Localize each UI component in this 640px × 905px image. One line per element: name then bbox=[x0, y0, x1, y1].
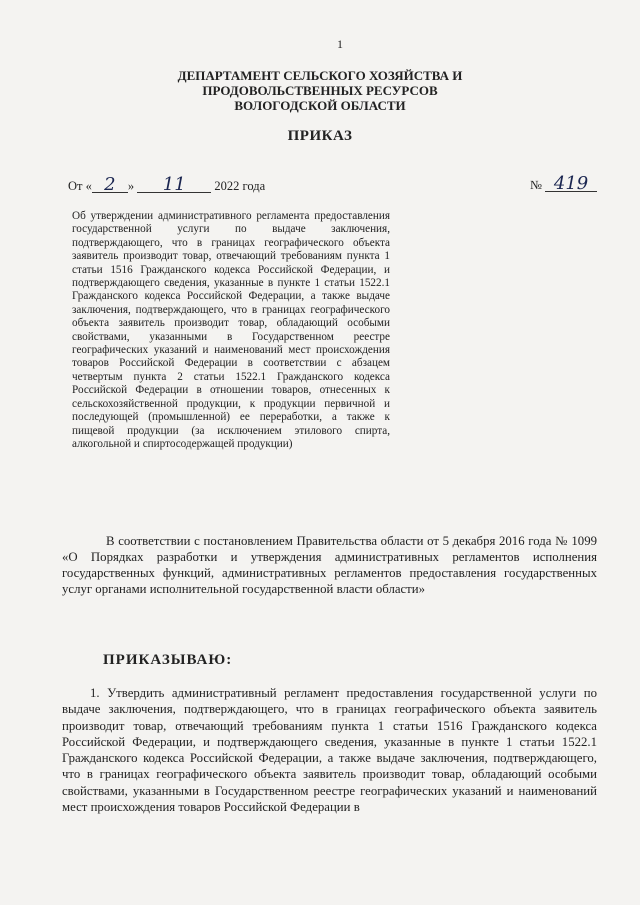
order-heading: ПРИКАЗЫВАЮ: bbox=[103, 652, 233, 668]
department-line-1: ДЕПАРТАМЕНТ СЕЛЬСКОГО ХОЗЯЙСТВА И bbox=[177, 68, 463, 83]
date-prefix: От « bbox=[68, 179, 92, 193]
order-item-1: 1. Утвердить административный регламент предоставления государственной услуги по выдаче заключения, подтверждающего, что в границах географического объекта заявитель производит товар, отвечающий требованиям пункта 1 статьи 1516 Гражданского кодекса Российской Федерации, и подтверждающего сведения, указанные в пункте 1 статьи 1522.1 Гражданского кодекса Российской Федерации, а также выдаче заключения, подтверждающего, что в границах географического объекта заявитель производит товар, обладающий особыми свойствами, указанными в Государственном реестре географических указаний и наименований мест происхождения товаров Российской Федерации в bbox=[62, 686, 597, 815]
department-line-3: ВОЛОГОДСКОЙ ОБЛАСТИ bbox=[234, 98, 406, 113]
document-title: ПРИКАЗ bbox=[287, 128, 353, 144]
number-value: 419 bbox=[545, 176, 597, 192]
order-number bbox=[530, 173, 597, 194]
date-line bbox=[68, 174, 266, 195]
department-line-2: ПРОДОВОЛЬСТВЕННЫХ РЕСУРСОВ bbox=[202, 83, 438, 98]
date-month: 11 bbox=[137, 177, 211, 193]
date-day: 2 bbox=[92, 177, 128, 193]
date-year: 2022 года bbox=[214, 179, 266, 193]
number-label: № bbox=[530, 178, 542, 192]
page-number: 1 bbox=[337, 37, 343, 51]
preamble-paragraph: В соответствии с постановлением Правительства области от 5 декабря 2016 года № 1099 «О Порядках разработки и утверждения административных регламентов исполнения государственных функций, административных регламентов предоставления государственных услуг органами исполнительной государственной власти области» bbox=[62, 534, 597, 596]
subject-block: Об утверждении административного регламента предоставления государственной услуги по выдаче заключения, подтверждающего, что в границах географического объекта заявитель производит товар, отвечающий требованиям пункта 1 статьи 1516 Гражданского кодекса Российской Федерации, и подтверждающего сведения, указанные в пункте 1 статьи 1522.1 Гражданского кодекса Российской Федерации, а также выдаче заключения, подтверждающего, что в границах географического объекта заявитель производит товар, обладающий особыми свойствами, указанными в Государственном реестре географических указаний и наименований мест происхождения товаров Российской Федерации в соответствии с абзацем четвертым пункта 2 статьи 1522.1 Гражданского кодекса Российской Федерации в отношении товаров, отнесенных к сельскохозяйственной продукции, к продукции первичной и последующей (промышленной) ее переработки, а также к пищевой продукции (за исключением этилового спирта, алкогольной и спиртосодержащей продукции) bbox=[72, 210, 390, 450]
date-mid: » bbox=[127, 179, 135, 193]
department-header bbox=[150, 68, 490, 113]
